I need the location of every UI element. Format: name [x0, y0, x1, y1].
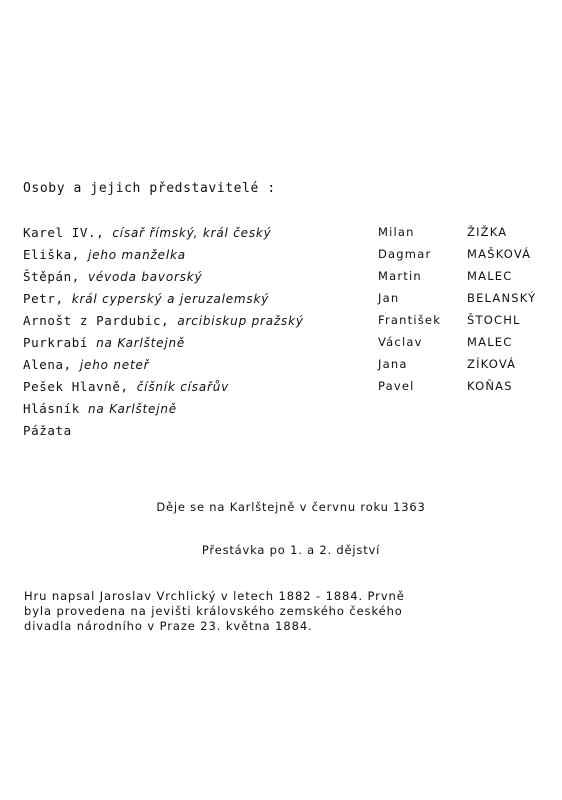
- role: [23, 313, 304, 328]
- intermission-line: Přestávka po 1. a 2. dějství: [201, 543, 381, 557]
- role-description: král cyperský a jeruzalemský: [71, 292, 270, 306]
- role-name: Arnošt z Pardubic,: [23, 313, 170, 328]
- note-line: Hru napsal Jaroslav Vrchlický v letech 1882 - 1884. Prvně: [24, 589, 405, 603]
- cast-row: [23, 379, 543, 401]
- actor-first-name: Jana: [378, 357, 408, 371]
- role: [23, 335, 185, 350]
- role: [23, 379, 229, 394]
- cast-row: [23, 401, 543, 423]
- actor-first-name: Martin: [378, 269, 422, 283]
- role: [23, 291, 269, 306]
- cast-heading: Osoby a jejich představitelé :: [23, 181, 276, 196]
- role: [23, 401, 177, 416]
- role: [23, 357, 149, 372]
- actor-first-name: Pavel: [378, 379, 415, 393]
- role-name: Štěpán,: [23, 269, 80, 284]
- role-name: Petr,: [23, 291, 64, 306]
- role-name: Eliška,: [23, 247, 80, 262]
- note-line: divadla národního v Praze 23. května 1884.: [24, 619, 313, 633]
- role: [23, 269, 202, 284]
- cast-row: [23, 423, 543, 445]
- role: [23, 247, 186, 262]
- role-name: Hlásník: [23, 401, 80, 416]
- actor-last-name: ŽIŽKA: [467, 225, 508, 239]
- actor-first-name: Václav: [378, 335, 423, 349]
- role: [23, 423, 72, 438]
- role-name: Karel IV.,: [23, 225, 105, 240]
- actor-last-name: KOŇAS: [467, 379, 513, 393]
- role-description: arcibiskup pražský: [177, 314, 304, 328]
- cast-row: [23, 335, 543, 357]
- actor-first-name: František: [378, 313, 442, 327]
- role-description: jeho manželka: [88, 248, 186, 262]
- role-name: Alena,: [23, 357, 72, 372]
- actor-last-name: MALEC: [467, 269, 513, 283]
- cast-row: [23, 357, 543, 379]
- role-name: Pešek Hlavně,: [23, 379, 129, 394]
- role-description: na Karlštejně: [96, 336, 186, 350]
- cast-list: [23, 225, 543, 445]
- actor-first-name: Milan: [378, 225, 415, 239]
- role-description: jeho neteř: [79, 358, 150, 372]
- author-note: [24, 589, 554, 634]
- actor-last-name: ZÍKOVÁ: [467, 357, 517, 371]
- role-description: na Karlštejně: [88, 402, 177, 416]
- role: [23, 225, 272, 240]
- actor-first-name: Jan: [378, 291, 400, 305]
- setting-line: Děje se na Karlštejně v červnu roku 1363: [156, 500, 426, 514]
- role-name: Pážata: [23, 423, 72, 438]
- cast-row: [23, 225, 543, 247]
- cast-row: [23, 269, 543, 291]
- role-description: císař římský, král český: [112, 226, 272, 240]
- note-line: byla provedena na jevišti královského zemského českého: [24, 604, 403, 618]
- actor-last-name: ŠTOCHL: [467, 313, 521, 327]
- actor-last-name: MALEC: [467, 335, 513, 349]
- role-description: vévoda bavorský: [88, 270, 203, 284]
- role-name: Purkrabí: [23, 335, 89, 350]
- role-description: číšník císařův: [136, 380, 230, 394]
- cast-row: [23, 291, 543, 313]
- cast-row: [23, 313, 543, 335]
- actor-first-name: Dagmar: [378, 247, 432, 261]
- actor-last-name: BELANSKÝ: [467, 291, 537, 305]
- cast-row: [23, 247, 543, 269]
- actor-last-name: MAŠKOVÁ: [467, 247, 532, 261]
